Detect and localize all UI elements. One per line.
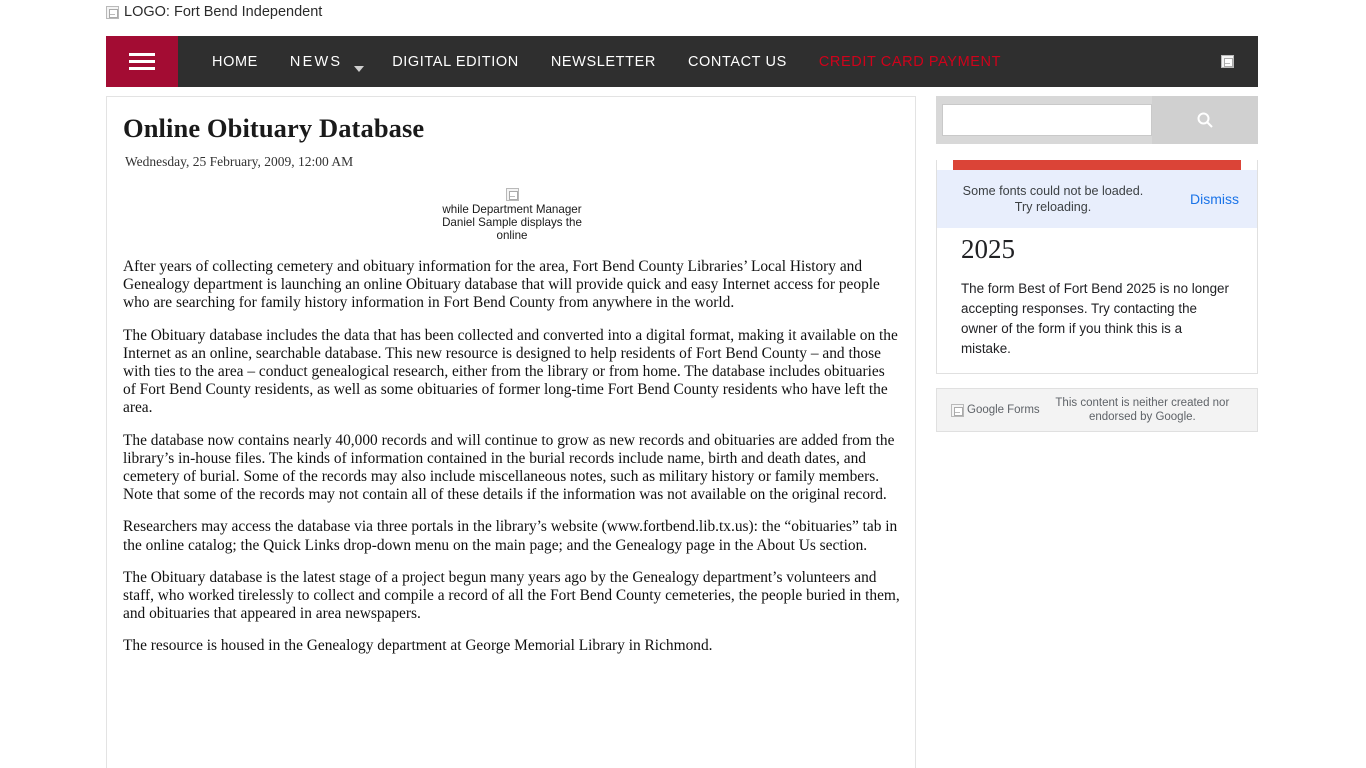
- nav-item-digital-edition[interactable]: DIGITAL EDITION: [392, 53, 519, 70]
- nav-items: [178, 36, 1221, 87]
- nav-item-news[interactable]: [274, 54, 376, 70]
- form-accent-bar: [953, 160, 1241, 170]
- search-button[interactable]: [1152, 96, 1258, 144]
- site-logo-broken-image[interactable]: [106, 4, 322, 20]
- article-paragraph: The resource is housed in the Genealogy department at George Memorial Library in Richmond.: [123, 637, 713, 655]
- article-paragraph: The Obituary database is the latest stage of a project begun many years ago by the Genealogy department’s volunteers and staff, who worked tirelessly to collect and compile a record of all the Fort Bend County cemeteries, the people buried in them, and obituaries that appeared in area newspapers.: [123, 568, 900, 623]
- search-icon: [1196, 111, 1214, 129]
- site-logo-alt-text: LOGO: Fort Bend Independent: [124, 4, 323, 20]
- nav-item-newsletter[interactable]: NEWSLETTER: [550, 53, 656, 70]
- form-title: 2025: [961, 234, 1015, 264]
- google-endorsement-note: This content is neither created nor endorsed by Google.: [1055, 397, 1230, 423]
- dismiss-button[interactable]: Dismiss: [1190, 191, 1239, 207]
- main-navigation: [106, 36, 1258, 87]
- article-container: [106, 96, 916, 768]
- font-load-notice: [937, 170, 1257, 228]
- sidebar: [936, 96, 1258, 768]
- chevron-down-icon: [354, 66, 364, 72]
- page-right-margin: [1258, 0, 1366, 768]
- google-forms-footer: [936, 388, 1258, 432]
- article-paragraph: The Obituary database includes the data that has been collected and converted into a digital format, making it available on the Internet as an online, searchable database. This new resource is designed to help residents of Fort Bend County – and those with ties to the area – conduct genealogical research, either from the library or from home. The database includes obituaries of Fort Bend County residents, as well as some obituaries of former long-time Fort Bend County residents who have left the area.: [123, 326, 898, 417]
- google-form-embed: [936, 160, 1258, 374]
- google-forms-branding: [951, 404, 1040, 417]
- nav-item-contact-us[interactable]: CONTACT US: [687, 53, 787, 70]
- article-dateline: Wednesday, 25 February, 2009, 12:00 AM: [125, 154, 354, 169]
- search-input[interactable]: [942, 104, 1152, 136]
- figure-caption: while Department Manager Daniel Sample displays the online: [442, 203, 582, 242]
- broken-image-icon: [506, 188, 519, 201]
- font-notice-text: Some fonts could not be loaded. Try reloading.: [962, 184, 1144, 214]
- nav-item-home[interactable]: HOME: [212, 53, 258, 70]
- broken-image-icon: [106, 6, 119, 19]
- site-header: [0, 0, 1366, 36]
- article-paragraph: After years of collecting cemetery and obituary information for the area, Fort Bend County Libraries’ Local History and Genealogy department is launching an online Obituary database that will provide quick and easy Internet access for people who are searching for family history information in Fort Bend County from anywhere in the world.: [123, 258, 880, 312]
- nav-item-news-label: NEWS: [289, 53, 343, 70]
- google-alt-text: Google: [967, 404, 1005, 416]
- page-left-margin: [0, 0, 106, 768]
- nav-right-image[interactable]: [1221, 36, 1258, 87]
- article-figure: [437, 188, 587, 242]
- page-title: Online Obituary Database: [123, 113, 425, 143]
- form-closed-message: The form Best of Fort Bend 2025 is no longer accepting responses. Try contacting the owner of the form if you think this is a mistake.: [961, 281, 1229, 356]
- nav-item-credit-card-payment[interactable]: CREDIT CARD PAYMENT: [818, 53, 1002, 70]
- article-paragraph: Researchers may access the database via three portals in the library’s website (www.fortbend.lib.tx.us): the “obituaries” tab in the online catalog; the Quick Links drop-down menu on the main page; and the Genealogy page in the About Us section.: [123, 518, 898, 554]
- article-paragraph: The database now contains nearly 40,000 records and will continue to grow as new records and obituaries are added from the library’s in-house files. The kinds of information contained in the burial records include name, birth and death dates, and cemetery of burial. Some of the records may also include miscellaneous notes, such as military history or family members. Note that some of the records may not contain all of these details if the information was not available on the original record.: [123, 431, 895, 504]
- forms-alt-text: Forms: [1007, 404, 1040, 416]
- broken-image-icon: [951, 404, 964, 417]
- broken-image-icon: [1221, 55, 1234, 68]
- hamburger-menu-icon[interactable]: [106, 36, 178, 87]
- search-box: [936, 96, 1258, 144]
